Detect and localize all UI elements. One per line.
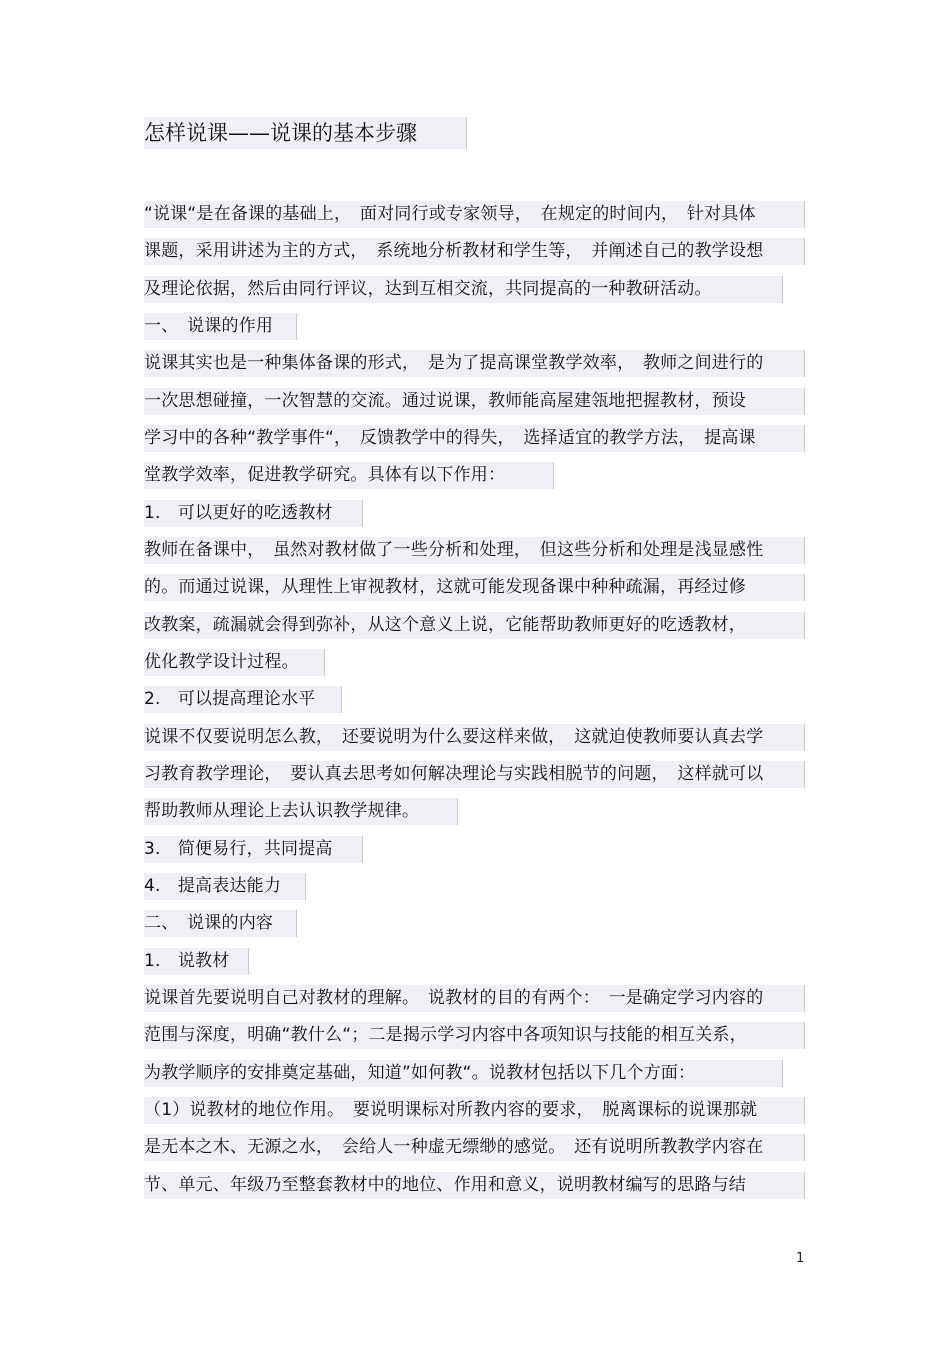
body-line: 一次思想碰撞，一次智慧的交流。通过说课，教师能高屋建瓴地把握教材，预设 xyxy=(144,388,805,415)
subsection-heading: 1. 说教材 xyxy=(144,948,249,975)
body-line: 为教学顺序的安排奠定基础，知道”如何教“。说教材包括以下几个方面： xyxy=(144,1060,783,1087)
body-line: 教师在备课中， 虽然对教材做了一些分析和处理， 但这些分析和处理是浅显感性 xyxy=(144,537,805,564)
body-line: 是无本之木、无源之水， 会给人一种虚无缥缈的感觉。 还有说明所教教学内容在 xyxy=(144,1134,805,1161)
body-line: 说课首先要说明自己对教材的理解。 说教材的目的有两个： 一是确定学习内容的 xyxy=(144,985,805,1012)
body-line: 改教案，疏漏就会得到弥补，从这个意义上说，它能帮助教师更好的吃透教材， xyxy=(144,612,805,639)
body-line: 的。而通过说课，从理性上审视教材，这就可能发现备课中种种疏漏，再经过修 xyxy=(144,574,805,601)
body-line: “说课“是在备课的基础上， 面对同行或专家领导， 在规定的时间内， 针对具体 xyxy=(144,201,805,228)
body-line: 课题，采用讲述为主的方式， 系统地分析教材和学生等， 并阐述自己的教学设想 xyxy=(144,238,805,265)
body-line: （1）说教材的地位作用。 要说明课标对所教内容的要求， 脱离课标的说课那就 xyxy=(144,1097,805,1124)
section-heading: 一、 说课的作用 xyxy=(144,313,297,340)
body-line: 节、单元、年级乃至整套教材中的地位、作用和意义，说明教材编写的思路与结 xyxy=(144,1172,805,1199)
body-line: 习教育教学理论， 要认真去思考如何解决理论与实践相脱节的问题， 这样就可以 xyxy=(144,761,805,788)
body-line: 学习中的各种“教学事件“， 反馈教学中的得失， 选择适宜的教学方法， 提高课 xyxy=(144,425,805,452)
document-title: 怎样说课——说课的基本步骤 xyxy=(144,117,467,149)
section-heading: 二、 说课的内容 xyxy=(144,910,297,937)
page-number: 1 xyxy=(796,1251,805,1266)
subsection-heading: 4. 提高表达能力 xyxy=(144,873,306,900)
body-line: 说课其实也是一种集体备课的形式， 是为了提高课堂教学效率， 教师之间进行的 xyxy=(144,350,805,377)
body-line: 说课不仅要说明怎么教， 还要说明为什么要这样来做， 这就迫使教师要认真去学 xyxy=(144,724,805,751)
body-line: 范围与深度，明确“教什么“；二是揭示学习内容中各项知识与技能的相互关系， xyxy=(144,1022,805,1049)
body-line: 帮助教师从理论上去认识教学规律。 xyxy=(144,798,458,825)
subsection-heading: 3. 简便易行，共同提高 xyxy=(144,836,363,863)
body-line: 优化教学设计过程。 xyxy=(144,649,325,676)
subsection-heading: 2. 可以提高理论水平 xyxy=(144,686,342,713)
body-line: 堂教学效率，促进教学研究。具体有以下作用： xyxy=(144,462,554,489)
subsection-heading: 1. 可以更好的吃透教材 xyxy=(144,500,363,527)
body-line: 及理论依据，然后由同行评议，达到互相交流，共同提高的一种教研活动。 xyxy=(144,276,783,303)
